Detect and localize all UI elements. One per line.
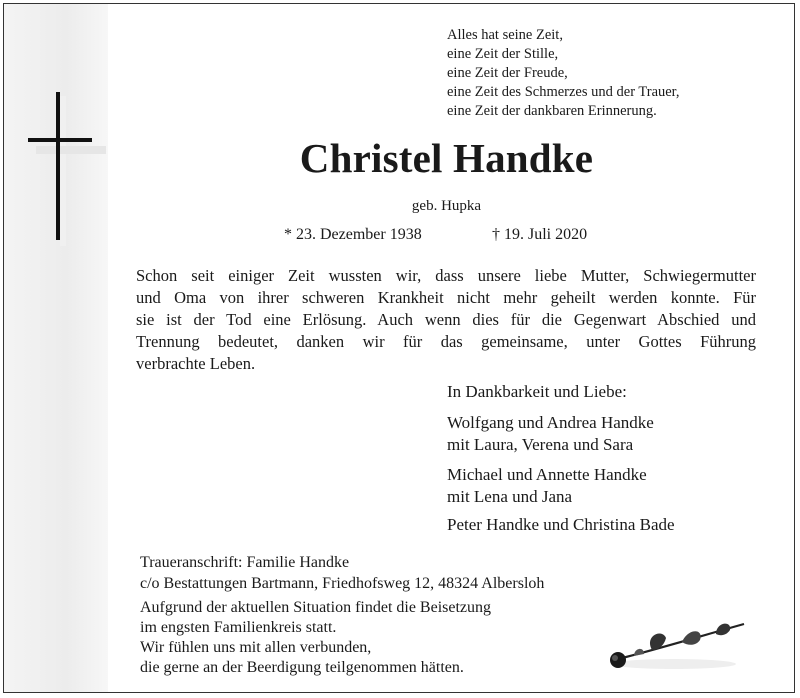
family-line: mit Lena und Jana — [447, 487, 573, 506]
birth-name: geb. Hupka — [411, 198, 482, 214]
family-line: Wolfgang und Andrea Handke — [447, 413, 654, 432]
address-line: Traueranschrift: Familie Handke — [140, 554, 350, 571]
birth-date: * 23. Dezember 1938 — [284, 226, 422, 243]
message-line: und Oma von ihrer schweren Krankheit nicht mehr geheilt werden konnte. Für — [136, 288, 756, 307]
thanks-heading: In Dankbarkeit und Liebe: — [447, 382, 627, 401]
notice-line: Wir fühlen uns mit allen verbunden, — [140, 639, 372, 656]
family-line: mit Laura, Verena und Sara — [447, 435, 634, 454]
notice-line: die gerne an der Beerdigung teilgenommen hätten. — [140, 659, 464, 676]
rose-icon — [604, 614, 754, 672]
poem-line: eine Zeit des Schmerzes und der Trauer, — [447, 84, 680, 100]
message-line: Schon seit einiger Zeit wussten wir, dass unsere liebe Mutter, Schwiegermutter — [136, 266, 756, 285]
family-group — [447, 412, 654, 456]
notice-line: im engsten Familienkreis statt. — [140, 619, 337, 636]
mourning-address — [140, 552, 544, 594]
poem-line: Alles hat seine Zeit, — [447, 27, 563, 43]
death-date: † 19. Juli 2020 — [492, 226, 588, 243]
address-line: c/o Bestattungen Bartmann, Friedhofsweg 12, 48324 Albersloh — [140, 575, 545, 592]
notice-line: Aufgrund der aktuellen Situation findet die Beisetzung — [140, 599, 492, 616]
obituary-card — [3, 3, 795, 693]
burial-notice — [140, 598, 491, 678]
family-group — [447, 514, 675, 536]
message-line: sie ist der Tod eine Erlösung. Auch wenn dies für die Gegenwart Abschied und — [136, 310, 756, 329]
obituary-message — [136, 265, 756, 375]
family-line: Michael und Annette Handke — [447, 465, 647, 484]
deceased-name: Christel Handke — [299, 135, 594, 181]
family-line: Peter Handke und Christina Bade — [447, 515, 675, 534]
poem-line: eine Zeit der Stille, — [447, 46, 559, 62]
message-line: verbrachte Leben. — [136, 354, 256, 373]
poem-line: eine Zeit der dankbaren Erinnerung. — [447, 103, 657, 119]
poem — [447, 26, 680, 121]
message-line: Trennung bedeutet, danken wir für das gemeinsame, unter Gottes Führung — [136, 332, 756, 351]
poem-line: eine Zeit der Freude, — [447, 65, 568, 81]
family-group — [447, 464, 647, 508]
